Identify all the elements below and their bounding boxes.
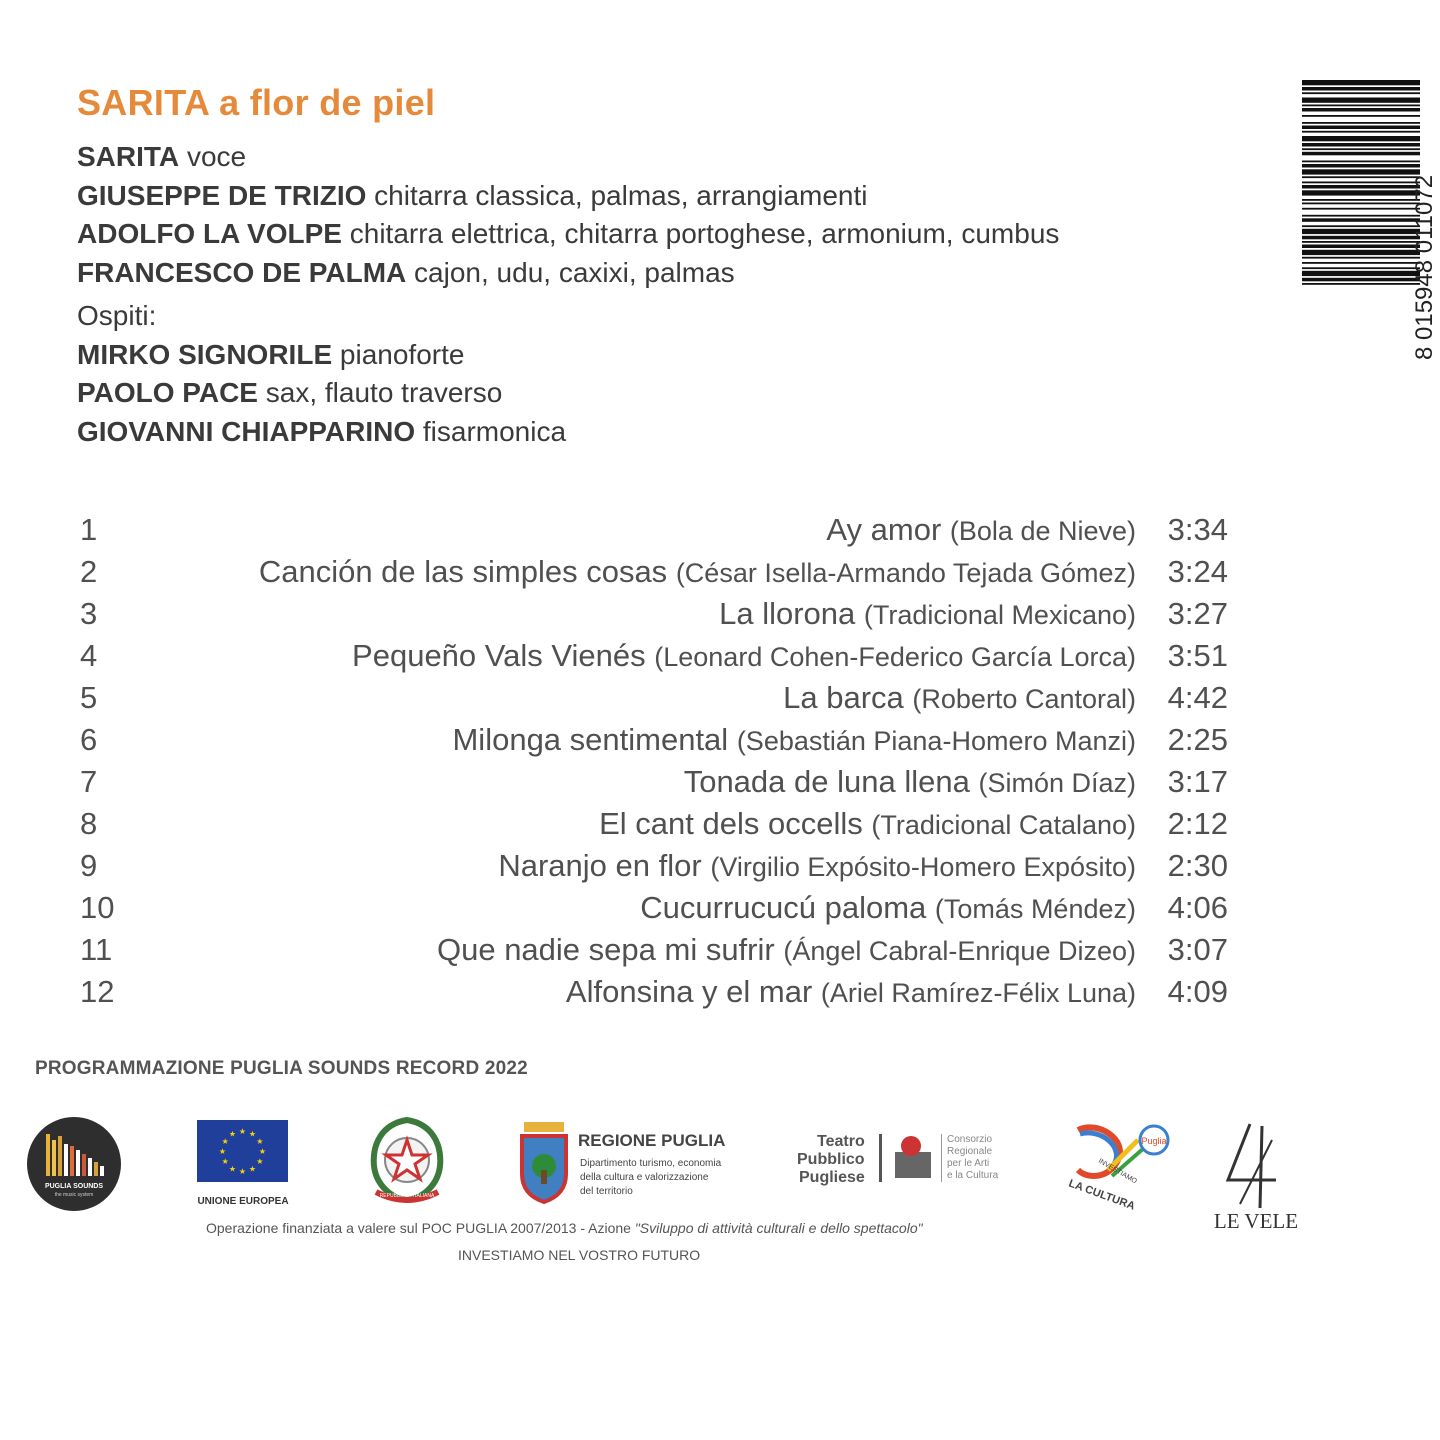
teatro-pubblico-pugliese-logo	[795, 1128, 1020, 1188]
eu-star-icon: ★	[221, 1137, 229, 1146]
track-row	[78, 760, 1238, 802]
track-duration: 2:30	[1167, 848, 1228, 883]
track-number: 11	[80, 932, 113, 967]
barcode-bar	[1302, 143, 1420, 147]
track-title: Ay amor	[826, 512, 942, 547]
track-duration: 4:06	[1167, 890, 1228, 925]
credit-role: cajon, udu, caxixi, palmas	[414, 256, 735, 288]
track-row	[78, 634, 1238, 676]
guest-row	[77, 413, 1059, 452]
credit-name: FRANCESCO DE PALMA	[77, 256, 407, 288]
barcode-bar	[1302, 148, 1420, 150]
barcode-bars	[1302, 80, 1420, 285]
credit-row	[77, 254, 1059, 293]
track-composer: (Virgilio Expósito-Homero Expósito)	[710, 852, 1136, 882]
eu-star-icon: ★	[258, 1147, 267, 1156]
barcode-bar	[1302, 245, 1420, 249]
cultura-logo	[1058, 1120, 1176, 1213]
puglia-sounds-text: PUGLIA SOUNDS	[44, 1183, 104, 1190]
track-row	[78, 844, 1238, 886]
barcode-bar	[1302, 92, 1420, 94]
barcode-bar	[1302, 271, 1420, 276]
consorzio-line: e la Cultura	[947, 1170, 999, 1181]
regione-sub-line: della cultura e valorizzazione	[580, 1172, 709, 1183]
track-number: 2	[80, 554, 98, 589]
track-title: Que nadie sepa mi sufrir	[436, 932, 775, 967]
track-number: 6	[80, 722, 98, 757]
guest-name: MIRKO SIGNORILE	[77, 338, 333, 370]
barcode-bar	[1302, 126, 1420, 130]
track-number: 1	[80, 512, 98, 547]
track-number: 3	[80, 596, 98, 631]
barcode-bar	[1302, 169, 1420, 174]
track-number: 4	[80, 638, 98, 673]
credit-row	[77, 177, 1059, 216]
track-title: Cucurrucucú paloma	[640, 890, 927, 925]
eu-star-icon: ★	[256, 1137, 264, 1146]
track-row	[78, 718, 1238, 760]
track-composer: (Tomás Méndez)	[934, 894, 1136, 924]
track-number: 5	[80, 680, 98, 715]
barcode-bar	[1302, 203, 1420, 205]
teatro-line: Pubblico	[797, 1151, 865, 1168]
guest-name: PAOLO PACE	[77, 377, 258, 408]
funding-plain: Operazione finanziata a valere sul POC PUGLIA 2007/2013 - Azione	[206, 1220, 635, 1236]
track-row	[78, 928, 1238, 970]
track-composer: (Ángel Cabral-Enrique Dizeo)	[783, 936, 1136, 966]
track-duration: 3:27	[1167, 596, 1228, 631]
guest-name: GIOVANNI CHIAPPARINO	[77, 415, 416, 447]
credit-role: voce	[186, 141, 247, 172]
track-row	[78, 970, 1238, 1012]
credits-block	[77, 138, 1059, 451]
track-number: 10	[80, 890, 115, 925]
regione-sub-line: del territorio	[580, 1186, 633, 1197]
cultura-badge: Puglia	[1141, 1136, 1167, 1146]
guest-role: sax, flauto traverso	[265, 377, 503, 408]
track-composer: (Bola de Nieve)	[949, 516, 1136, 546]
eu-star-icon: ★	[238, 1167, 247, 1176]
barcode-bar	[1302, 98, 1420, 103]
track-duration: 2:25	[1167, 722, 1228, 757]
guest-role: pianoforte	[339, 338, 465, 370]
consorzio-line: Regionale	[947, 1146, 993, 1157]
track-row	[78, 592, 1238, 634]
barcode-bar	[1302, 136, 1420, 141]
track-title: Tonada de luna llena	[683, 764, 970, 799]
teatro-line: Teatro	[817, 1133, 865, 1150]
republic-ribbon-text: REPUBBLICA ITALIANA	[379, 1193, 435, 1199]
eu-star-icon: ★	[221, 1157, 229, 1166]
track-composer: (César Isella-Armando Tejada Gómez)	[675, 558, 1136, 588]
barcode-number: 8 015948 011072	[1411, 174, 1438, 360]
track-title: Milonga sentimental	[452, 722, 729, 757]
barcode-bar	[1302, 229, 1420, 234]
barcode-bar	[1302, 267, 1420, 269]
guest-role: fisarmonica	[422, 415, 567, 447]
eu-label: UNIONE EUROPEA	[197, 1196, 289, 1207]
eu-star-icon: ★	[248, 1129, 257, 1139]
tracklist	[78, 508, 1238, 1012]
barcode-bar	[1302, 215, 1420, 217]
barcode-bar	[1302, 131, 1420, 133]
puglia-sounds-sub: the music system	[54, 1192, 94, 1198]
barcode-bar	[1302, 105, 1420, 107]
barcode-bar	[1302, 182, 1420, 184]
track-row	[78, 508, 1238, 550]
cultura-top-text: INVESTIAMO	[1097, 1157, 1138, 1186]
track-number: 12	[80, 974, 115, 1009]
track-title: Naranjo en flor	[498, 848, 702, 883]
barcode-bar	[1302, 199, 1420, 201]
regione-puglia-logo	[520, 1118, 750, 1208]
investi-note: INVESTIAMO NEL VOSTRO FUTURO	[458, 1247, 701, 1263]
track-row	[78, 550, 1238, 592]
funding-note	[206, 1220, 923, 1236]
guest-row	[77, 336, 1059, 375]
track-composer: (Leonard Cohen-Federico García Lorca)	[654, 642, 1136, 672]
track-composer: (Tradicional Mexicano)	[863, 600, 1136, 630]
puglia-sounds-logo	[26, 1116, 122, 1212]
barcode-bar	[1302, 108, 1420, 112]
track-number: 8	[80, 806, 98, 841]
track-duration: 3:24	[1167, 554, 1228, 589]
le-vele-text: LE VELE	[1213, 1209, 1299, 1233]
track-duration: 4:09	[1167, 974, 1228, 1009]
eu-star-icon: ★	[256, 1157, 264, 1166]
credit-name: ADOLFO LA VOLPE	[77, 218, 342, 249]
track-number: 9	[80, 848, 98, 883]
eu-star-icon: ★	[248, 1164, 257, 1174]
credit-role: chitarra elettrica, chitarra portoghese, armonium, cumbus	[349, 218, 1060, 249]
album-title: SARITA a flor de piel	[77, 82, 436, 123]
barcode-bar	[1302, 236, 1420, 240]
consorzio-line: per le Arti	[947, 1158, 990, 1169]
eu-star-icon: ★	[228, 1129, 237, 1139]
regione-title: REGIONE PUGLIA	[578, 1131, 726, 1150]
barcode-bar	[1302, 262, 1420, 264]
barcode-bar	[1302, 87, 1420, 91]
guest-row	[77, 374, 1059, 413]
le-vele-logo	[1213, 1120, 1299, 1234]
credit-role: chitarra classica, palmas, arrangiamenti	[374, 179, 868, 211]
program-line: PROGRAMMAZIONE PUGLIA SOUNDS RECORD 2022	[35, 1058, 528, 1079]
eu-star-icon: ★	[238, 1127, 247, 1136]
guests-label: Ospiti:	[77, 300, 157, 331]
barcode-bar	[1302, 190, 1420, 195]
barcode-bar	[1302, 122, 1420, 124]
barcode-bar	[1302, 208, 1420, 210]
barcode	[1300, 78, 1440, 363]
barcode-bar	[1302, 185, 1420, 189]
teatro-line: Pugliese	[799, 1169, 865, 1186]
eu-star-icon: ★	[218, 1147, 227, 1156]
barcode-bar	[1302, 80, 1420, 85]
regione-sub-line: Dipartimento turismo, economia	[580, 1158, 722, 1169]
track-duration: 3:17	[1167, 764, 1228, 799]
eu-star-icon: ★	[228, 1164, 237, 1174]
barcode-bar	[1302, 250, 1420, 255]
credit-name: SARITA	[77, 141, 180, 172]
cultura-text: LA CULTURA	[1066, 1177, 1137, 1213]
track-title: El cant dels occells	[599, 806, 863, 841]
track-duration: 3:34	[1167, 512, 1228, 547]
barcode-bar	[1302, 115, 1420, 117]
consorzio-line: Consorzio	[947, 1134, 993, 1145]
track-duration: 2:12	[1167, 806, 1228, 841]
track-title: Pequeño Vals Vienés	[352, 638, 646, 673]
barcode-bar	[1302, 218, 1420, 222]
track-composer: (Simón Díaz)	[978, 768, 1136, 798]
barcode-bar	[1302, 164, 1420, 168]
track-number: 7	[80, 764, 98, 799]
track-duration: 4:42	[1167, 680, 1228, 715]
barcode-bar	[1302, 241, 1420, 243]
funding-italic: "Sviluppo di attività culturali e dello spettacolo"	[634, 1220, 923, 1236]
track-composer: (Tradicional Catalano)	[871, 810, 1136, 840]
track-duration: 3:51	[1167, 638, 1228, 673]
barcode-bar	[1302, 257, 1420, 259]
barcode-bar	[1302, 161, 1420, 163]
track-composer: (Ariel Ramírez-Félix Luna)	[820, 978, 1136, 1008]
track-composer: (Roberto Cantoral)	[912, 684, 1136, 714]
track-title: La llorona	[719, 596, 856, 631]
barcode-bar	[1302, 225, 1420, 227]
track-title: Canción de las simples cosas	[258, 554, 668, 589]
italian-republic-emblem	[364, 1114, 450, 1206]
eu-logo	[197, 1118, 289, 1210]
track-duration: 3:07	[1167, 932, 1228, 967]
barcode-bar	[1302, 278, 1420, 282]
track-row	[78, 802, 1238, 844]
track-row	[78, 676, 1238, 718]
barcode-bar	[1302, 152, 1420, 156]
credit-row	[77, 138, 1059, 177]
track-title: Alfonsina y el mar	[565, 974, 813, 1009]
track-title: La barca	[783, 680, 904, 715]
barcode-bar	[1302, 176, 1420, 178]
credit-row	[77, 215, 1059, 254]
barcode-bar	[1302, 283, 1420, 285]
credit-name: GIUSEPPE DE TRIZIO	[77, 179, 367, 211]
track-composer: (Sebastián Piana-Homero Manzi)	[736, 726, 1136, 756]
track-row	[78, 886, 1238, 928]
